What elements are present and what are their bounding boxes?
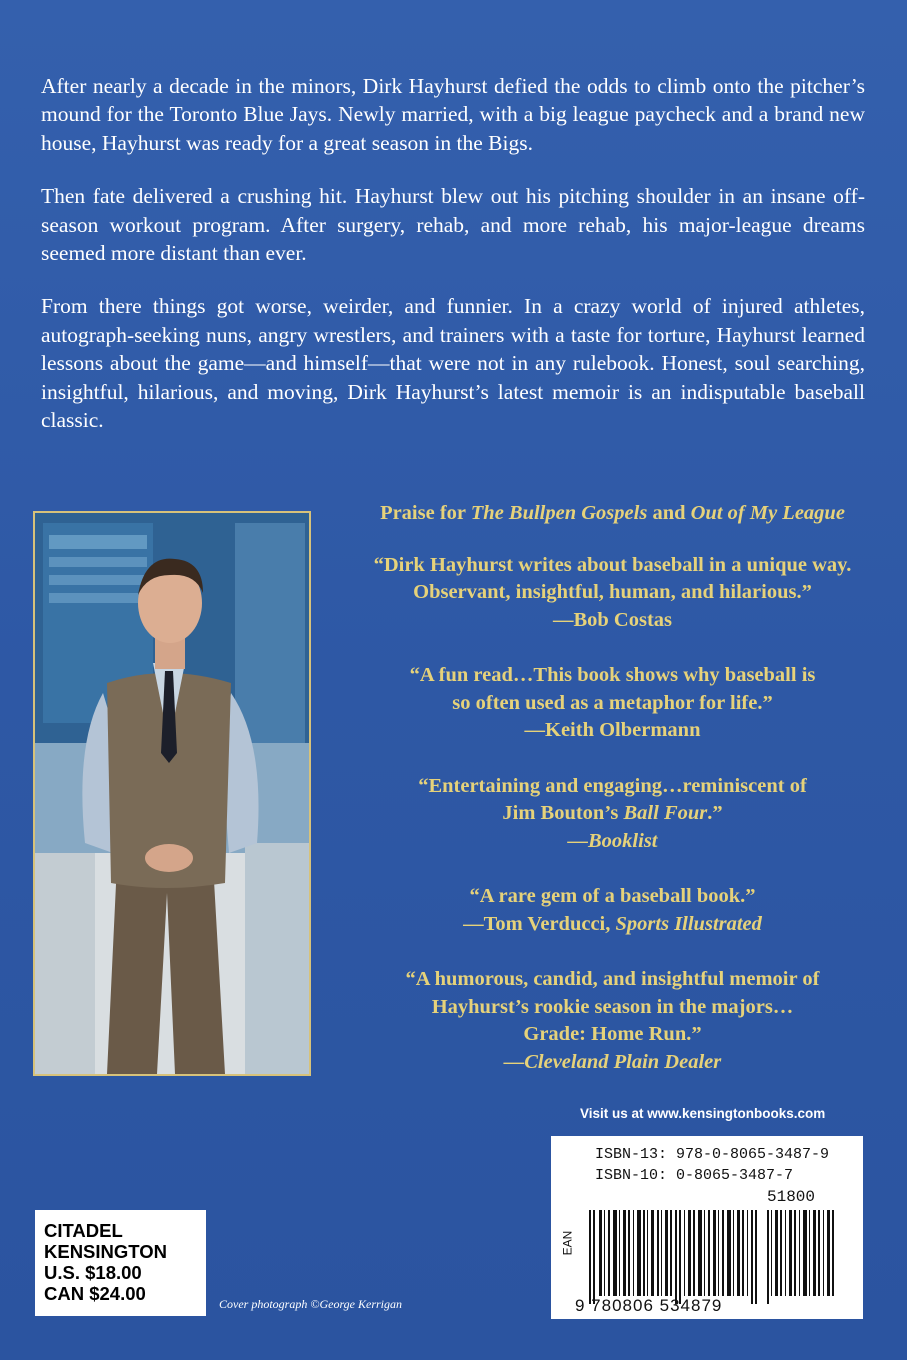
publisher-website: Visit us at www.kensingtonbooks.com — [580, 1106, 826, 1121]
quote-attribution-source: Sports Illustrated — [615, 912, 762, 935]
ean-label: EAN — [560, 1230, 575, 1256]
quote-attribution-source: —Cleveland Plain Dealer — [503, 1050, 722, 1073]
praise-heading — [320, 500, 905, 528]
quote-plain-dealer — [320, 966, 905, 1076]
price-box — [35, 1210, 206, 1316]
quote-attribution: —Bob Costas — [552, 608, 673, 631]
us-price: U.S. $18.00 — [44, 1262, 142, 1283]
quote-text-line: Observant, insightful, human, and hilarious.” — [413, 581, 812, 603]
book-description — [41, 72, 865, 459]
quote-booklist — [320, 773, 905, 856]
imprint-line-1: CITADEL — [44, 1220, 123, 1241]
quote-text-line: “A humorous, candid, and insightful memoir of — [405, 968, 820, 990]
book-title-2: Out of My League — [690, 502, 845, 524]
quote-attribution-source: —Booklist — [567, 829, 658, 852]
quote-attribution — [320, 1049, 905, 1077]
barcode-digits: 9 780806 534879 — [575, 1296, 723, 1315]
imprint-line-2: KENSINGTON — [44, 1241, 168, 1262]
praise-heading-prefix: Praise for — [380, 502, 471, 524]
price-code: 51800 — [767, 1188, 816, 1206]
quote-attribution — [320, 911, 905, 939]
quote-attribution — [320, 828, 905, 856]
description-paragraph-3: From there things got worse, weirder, and funnier. In a crazy world of injured athletes, autograph-seeking nuns, angry wrestlers, and trainers with a taste for torture, Hayhurst learned lessons about the game—and himself—that were not in any rulebook. Honest, soul searching, insightful, hilarious, and moving, Dirk Hayhurst’s latest memoir is an indisputable baseball classic. — [41, 294, 865, 433]
barcode-block — [551, 1136, 863, 1319]
photo-credit: Cover photograph ©George Kerrigan — [219, 1297, 402, 1311]
quote-costas — [320, 552, 905, 635]
quote-text-line: “A rare gem of a baseball book.” — [469, 885, 756, 907]
quote-text-line: so often used as a metaphor for life.” — [452, 691, 773, 714]
quote-text-line: Hayhurst’s rookie season in the majors… — [431, 995, 794, 1018]
praise-section — [320, 500, 905, 1076]
quote-text-line: “A fun read…This book shows why baseball is — [409, 664, 816, 686]
quote-text-part: Jim Bouton’s — [502, 802, 624, 824]
book-title-1: The Bullpen Gospels — [470, 502, 648, 524]
quote-text-part: .” — [707, 802, 723, 824]
quote-verducci — [320, 883, 905, 938]
praise-heading-and: and — [647, 502, 691, 524]
isbn-13: ISBN-13: 978-0-8065-3487-9 — [595, 1146, 830, 1163]
quote-attribution: —Keith Olbermann — [524, 719, 701, 741]
quote-text-line — [320, 800, 905, 828]
description-paragraph-1: After nearly a decade in the minors, Dirk Hayhurst defied the odds to climb onto the pitcher’s mound for the Toronto Blue Jays. Newly married, with a big league paycheck and a brand new house, Hayhurst was ready for a great season in the Bigs. — [41, 74, 865, 155]
quote-attribution-name: —Tom Verducci, — [463, 912, 616, 935]
quote-olbermann — [320, 662, 905, 745]
isbn-10: ISBN-10: 0-8065-3487-7 — [595, 1167, 794, 1184]
description-paragraph-2: Then fate delivered a crushing hit. Hayhurst blew out his pitching shoulder in an insane off-season workout program. After surgery, rehab, and more rehab, his major-league dreams seemed more distant than ever. — [41, 184, 865, 266]
author-photo — [33, 511, 311, 1076]
quote-text-line: “Dirk Hayhurst writes about baseball in a unique way. — [373, 553, 852, 576]
barcode-bars — [551, 1136, 863, 1319]
quote-book-title: Ball Four — [623, 802, 708, 824]
quote-text-line: “Entertaining and engaging…reminiscent of — [418, 774, 807, 797]
can-price: CAN $24.00 — [44, 1283, 146, 1304]
author-photo-illustration — [35, 513, 309, 1074]
quote-text-line: Grade: Home Run.” — [523, 1023, 702, 1045]
